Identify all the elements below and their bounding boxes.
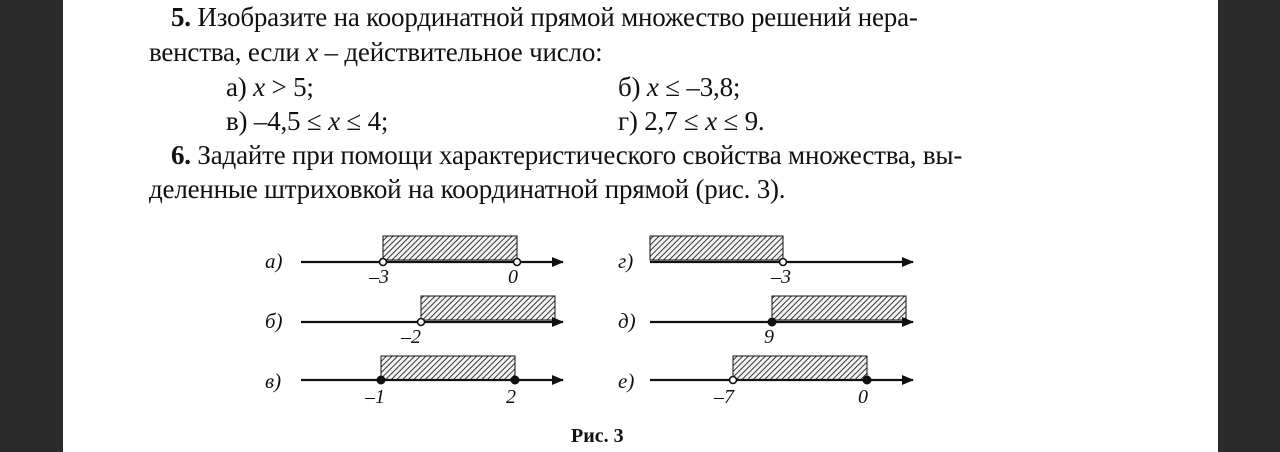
item-rest: ≤ –3,8; [658,72,741,102]
line-g-label: г) [618,249,634,273]
line-d-point-1 [768,318,776,326]
line-b-point-1 [418,319,425,326]
line-a-tick-2: 0 [508,266,518,288]
item-rest: ≤ 9. [716,106,765,136]
item-label: в) [226,106,248,136]
item-pre: –4,5 ≤ [247,106,329,136]
line-e-point-2 [863,376,871,384]
line-e-tick-2: 0 [858,386,868,408]
line-g-tick-1: –3 [771,266,791,288]
textbook-page [63,0,1218,452]
line-b-label: б) [265,309,283,333]
item-rest: ≤ 4; [339,106,389,136]
line-v-hatch [381,356,515,380]
item-label: г) [618,106,638,136]
line-a-point-1 [380,259,387,266]
item-label: а) [226,72,247,102]
item-pre: 2,7 ≤ [637,106,706,136]
line-v-tick-2: 2 [506,386,516,408]
line-e-hatch [733,356,867,380]
line-d-tick-1: 9 [764,326,774,348]
line-a-point-2 [514,259,521,266]
line-e-label: е) [618,369,635,393]
problem5-text-line1: Изобразите на координатной прямой множество решений нера- [197,2,918,32]
problem6-text-line1: Задайте при помощи характеристического свойства множества, вы- [197,140,963,170]
item-var: x [646,72,659,102]
problem5-text-line2-post: – действительное число: [318,37,603,67]
line-v-tick-1: –1 [365,386,385,408]
line-a-hatch [383,236,517,260]
line-g-hatch [650,236,783,260]
problem6-number: 6. [171,140,191,170]
item-var: x [705,106,717,136]
problem5-number: 5. [171,2,191,32]
line-d-label: д) [618,309,636,333]
figure-caption: Рис. 3 [571,425,624,447]
line-d-hatch [772,296,906,320]
line-a-tick-1: –3 [369,266,389,288]
line-a-label: а) [265,249,283,273]
item-rest: > 5; [264,72,314,102]
item-var: x [328,106,340,136]
line-v-point-2 [511,376,519,384]
item-label: б) [618,72,641,102]
problem5-text-line2-pre: венства, если [149,37,307,67]
item-var: x [253,72,265,102]
line-b-hatch [421,296,555,320]
line-v-label: в) [265,369,282,393]
line-g-point-1 [780,259,787,266]
line-b-tick-1: –2 [401,326,421,348]
line-e-tick-1: –7 [714,386,734,408]
line-e-point-1 [730,377,737,384]
problem5-var: x [306,37,318,67]
line-v-point-1 [377,376,385,384]
problem6-text-line2: деленные штриховкой на координатной прямой (рис. 3). [149,174,786,204]
number-lines-figure [63,0,1218,452]
